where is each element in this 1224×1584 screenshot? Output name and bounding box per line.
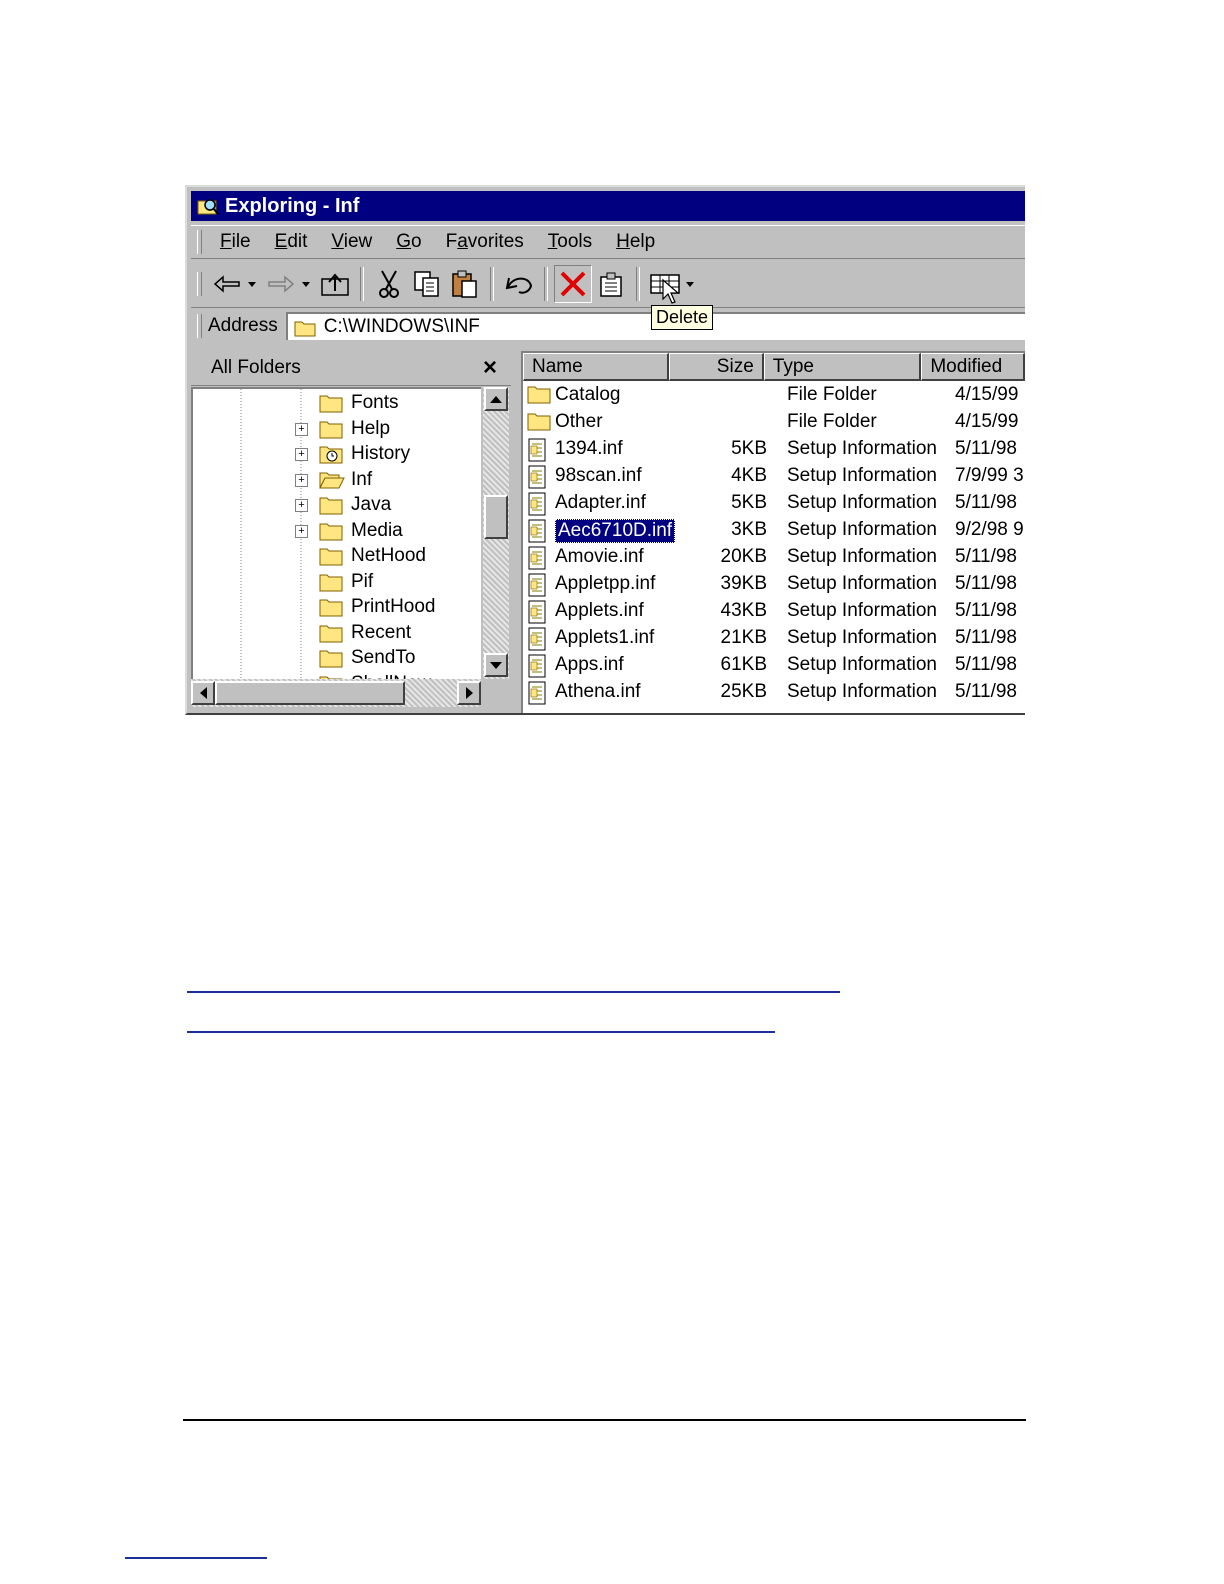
column-header-name[interactable]: Name <box>523 353 669 381</box>
file-size: 25KB <box>720 681 767 702</box>
tree-item-label: Recent <box>351 621 412 643</box>
menu-tools[interactable]: Tools <box>547 231 593 252</box>
file-type: Setup Information <box>787 600 937 621</box>
scroll-left-button[interactable] <box>191 681 215 705</box>
folder-icon <box>319 648 343 674</box>
up-folder-icon <box>320 271 350 297</box>
undo-button[interactable] <box>500 265 538 303</box>
file-type: Setup Information <box>787 654 937 675</box>
file-name: Amovie.inf <box>555 546 644 567</box>
open-folder-icon <box>319 470 345 496</box>
cut-button[interactable] <box>370 265 408 303</box>
left-arrow-icon <box>200 687 207 699</box>
folder-icon <box>319 521 343 547</box>
tree-item-label: NetHood <box>351 545 426 566</box>
back-button[interactable] <box>208 265 246 303</box>
folder-icon <box>319 623 343 649</box>
history-folder-icon <box>319 444 343 470</box>
file-type: Setup Information <box>787 438 937 459</box>
file-size: 5KB <box>731 492 767 513</box>
link-underline[interactable] <box>187 1031 775 1033</box>
file-row[interactable] <box>523 545 1025 572</box>
file-name: Adapter.inf <box>555 492 646 513</box>
file-modified: 5/11/98 <box>955 654 1017 675</box>
file-size: 5KB <box>731 438 767 459</box>
file-modified: 5/11/98 <box>955 546 1017 567</box>
file-row[interactable] <box>523 491 1025 518</box>
folders-pane-header <box>191 351 511 386</box>
file-row[interactable] <box>523 680 1025 707</box>
file-name: 98scan.inf <box>555 465 642 486</box>
views-dropdown[interactable] <box>686 282 694 287</box>
file-row[interactable] <box>523 437 1025 464</box>
expand-icon[interactable]: + <box>295 525 308 538</box>
folder-icon <box>527 384 551 410</box>
menu-go[interactable]: Go <box>396 231 422 252</box>
menu-edit[interactable]: Edit <box>274 231 308 252</box>
back-icon <box>213 274 241 294</box>
folder-icon <box>294 319 316 336</box>
column-header-type[interactable]: Type <box>764 353 922 381</box>
file-name: Aec6710D.inf <box>555 519 675 543</box>
footer-rule <box>183 1419 1026 1421</box>
tree-item-label: Inf <box>351 468 373 490</box>
setup-file-icon <box>527 681 547 711</box>
mouse-pointer-icon <box>662 279 680 310</box>
tree-horizontal-scrollbar[interactable] <box>191 679 481 707</box>
link-underline[interactable] <box>187 991 840 993</box>
tree-item-label: SendTo <box>351 647 416 668</box>
file-type: Setup Information <box>787 492 937 513</box>
file-size: 4KB <box>731 465 767 486</box>
file-modified: 7/9/99 3 <box>955 465 1024 486</box>
folder-icon <box>319 546 343 572</box>
file-row[interactable] <box>523 653 1025 680</box>
footnote-underline[interactable] <box>125 1557 267 1559</box>
undo-icon <box>503 272 535 296</box>
tree-item-label: Media <box>351 519 403 541</box>
file-name: Applets.inf <box>555 600 644 621</box>
folder-icon <box>527 411 551 437</box>
file-size: 61KB <box>720 654 767 675</box>
address-label: Address <box>208 315 278 336</box>
folder-icon <box>319 419 343 445</box>
folders-pane-title: All Folders <box>211 357 301 378</box>
scroll-right-button[interactable] <box>457 681 481 705</box>
tree-item-label: Java <box>351 494 392 515</box>
address-grip[interactable] <box>197 314 202 338</box>
expand-icon[interactable]: + <box>295 499 308 512</box>
file-row[interactable] <box>523 599 1025 626</box>
file-type: Setup Information <box>787 546 937 567</box>
menubar-grip[interactable] <box>197 230 202 254</box>
file-type: Setup Information <box>787 465 937 486</box>
file-type: File Folder <box>787 411 877 432</box>
menu-bar <box>191 225 1025 259</box>
file-type: File Folder <box>787 384 877 405</box>
file-name: Appletpp.inf <box>555 573 656 594</box>
delete-tooltip: Delete <box>651 305 713 330</box>
tree-item-label: PrintHood <box>351 596 436 617</box>
right-arrow-icon <box>466 687 473 699</box>
expand-icon[interactable]: + <box>295 474 308 487</box>
folder-icon <box>319 393 343 419</box>
file-size: 39KB <box>720 573 767 594</box>
forward-dropdown[interactable] <box>302 282 310 287</box>
menu-help[interactable]: Help <box>616 231 656 252</box>
scroll-thumb[interactable] <box>484 495 508 539</box>
toolbar-separator <box>490 267 494 301</box>
folder-icon <box>319 572 343 598</box>
menu-view[interactable]: View <box>331 231 373 252</box>
forward-button[interactable] <box>262 265 300 303</box>
toolbar-grip[interactable] <box>197 272 202 296</box>
toolbar <box>191 261 1025 308</box>
toolbar-separator <box>636 267 640 301</box>
file-modified: 5/11/98 <box>955 573 1017 594</box>
toolbar-separator <box>544 267 548 301</box>
file-list <box>521 351 1025 713</box>
down-arrow-icon <box>490 662 502 669</box>
file-size: 20KB <box>720 546 767 567</box>
tree-item-label: Pif <box>351 570 374 592</box>
explorer-window <box>185 185 1025 715</box>
tree-vertical-scrollbar[interactable] <box>483 387 509 679</box>
file-name: Catalog <box>555 384 621 405</box>
file-modified: 5/11/98 <box>955 627 1017 648</box>
scroll-up-button[interactable] <box>484 387 508 411</box>
file-name: Athena.inf <box>555 681 641 702</box>
menu-file[interactable]: File <box>220 231 251 252</box>
file-row[interactable] <box>523 464 1025 491</box>
file-name: Other <box>555 411 603 432</box>
file-name: 1394.inf <box>555 438 623 459</box>
column-header-modified[interactable]: Modified <box>921 353 1025 381</box>
file-modified: 4/15/99 <box>955 384 1019 405</box>
scroll-thumb-horizontal[interactable] <box>215 681 405 705</box>
forward-icon <box>267 274 295 294</box>
file-type: Setup Information <box>787 519 937 540</box>
properties-button[interactable] <box>592 265 630 303</box>
properties-icon <box>596 269 626 299</box>
menu-favorites[interactable]: Favorites <box>445 231 524 252</box>
file-name: Apps.inf <box>555 654 624 675</box>
tree-item-label: History <box>351 443 411 464</box>
copy-button[interactable] <box>408 265 446 303</box>
scroll-down-button[interactable] <box>484 653 508 677</box>
file-row[interactable] <box>523 410 1025 437</box>
file-size: 21KB <box>720 627 767 648</box>
file-row[interactable] <box>523 572 1025 599</box>
title-bar[interactable] <box>191 191 1025 221</box>
explorer-icon <box>197 196 219 216</box>
column-headers <box>523 353 1025 381</box>
address-value: C:\WINDOWS\INF <box>323 316 480 337</box>
paste-icon <box>450 269 480 299</box>
file-name: Applets1.inf <box>555 627 655 648</box>
column-header-size[interactable]: Size <box>669 353 763 381</box>
tree-item-label: Fonts <box>351 392 399 413</box>
file-type: Setup Information <box>787 681 937 702</box>
file-size: 3KB <box>731 519 767 540</box>
folders-pane <box>191 351 511 713</box>
back-dropdown[interactable] <box>248 282 256 287</box>
cut-icon <box>376 269 402 299</box>
file-row[interactable] <box>523 383 1025 410</box>
file-modified: 5/11/98 <box>955 492 1017 513</box>
delete-button[interactable] <box>554 265 592 303</box>
file-type: Setup Information <box>787 573 937 594</box>
folder-icon <box>319 495 343 521</box>
close-icon[interactable]: × <box>482 354 497 381</box>
paste-button[interactable] <box>446 265 484 303</box>
tree-item-label: Help <box>351 417 391 439</box>
file-modified: 5/11/98 <box>955 438 1017 459</box>
address-bar <box>191 309 1025 343</box>
file-modified: 5/11/98 <box>955 681 1017 702</box>
window-title: Exploring - Inf <box>225 194 360 217</box>
file-size: 43KB <box>720 600 767 621</box>
file-modified: 9/2/98 9 <box>955 519 1024 540</box>
toolbar-separator <box>360 267 364 301</box>
folder-icon <box>319 597 343 623</box>
copy-icon <box>412 269 442 299</box>
up-button[interactable] <box>316 265 354 303</box>
file-row[interactable] <box>523 626 1025 653</box>
expand-icon[interactable]: + <box>295 448 308 461</box>
folder-tree <box>191 387 481 679</box>
up-arrow-icon <box>490 396 502 403</box>
file-modified: 5/11/98 <box>955 600 1017 621</box>
file-modified: 4/15/99 <box>955 411 1019 432</box>
file-type: Setup Information <box>787 627 937 648</box>
delete-icon <box>558 269 588 299</box>
expand-icon[interactable]: + <box>295 423 308 436</box>
file-row[interactable] <box>523 518 1025 545</box>
